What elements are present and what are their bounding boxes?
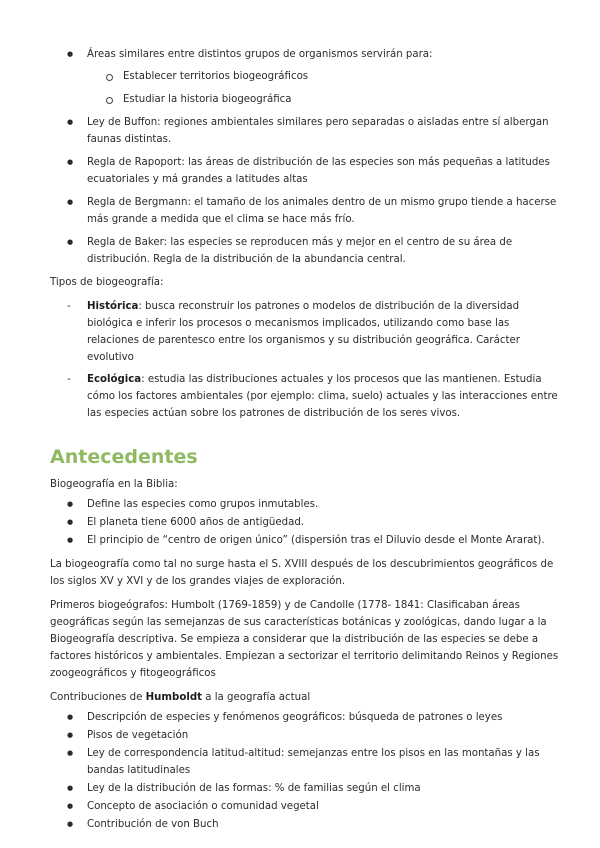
list-item: ● Concepto de asociación o comunidad vegetal [50,798,562,815]
contrib-intro [50,689,562,706]
list-item: ● El principio de “centro de origen único” (dispersión tras el Diluvio desde el Monte Ararat). [50,532,562,549]
list-item: ● Ley de correspondencia latitud-altitud: semejanzas entre los pisos en las montañas y las bandas latitudinales [50,745,562,779]
tipos-intro: Tipos de biogeografía: [50,277,164,288]
paragraph: La biogeografía como tal no surge hasta el S. XVIII después de los descubrimientos geográficos de los siglos XV y XVI y de los grandes viajes de exploración. [50,559,554,587]
contrib-list [50,709,562,833]
contrib-post: a la geografía actual [202,692,311,703]
antecedentes-heading: Antecedentes [50,446,198,468]
list-item: ● Contribución de von Buch [50,816,562,833]
biblia-intro: Biogeografía en la Biblia: [50,479,178,490]
list-item: ● Regla de Baker: las especies se reproducen más y mejor en el centro de su área de distribución. Regla de la distribución de la abundancia central. [50,234,562,268]
term-historica: Histórica [87,301,139,312]
list-item [50,46,562,108]
list-item: ● Ley de la distribución de las formas: % de familias según el clima [50,780,562,797]
contrib-name: Humboldt [145,692,202,703]
list-item: ● Define las especies como grupos inmutables. [50,496,562,513]
list-item: ● El planeta tiene 6000 años de antigüedad. [50,514,562,531]
biblia-list [50,496,562,549]
top-bullet-list [50,46,562,268]
list-item: ● Regla de Bergmann: el tamaño de los animales dentro de un mismo grupo tiende a hacerse más grande a medida que el clima se hace más frío. [50,194,562,228]
list-item: ● Pisos de vegetación [50,727,562,744]
list-item: ● Regla de Rapoport: las áreas de distribución de las especies son más pequeñas a latitudes ecuatoriales y má grandes a latitudes altas [50,154,562,188]
paragraph: Primeros biogeógrafos: Humbolt (1769-1859) y de Candolle (1778- 1841: Clasificaban áreas geográficas según las semejanzas de sus características botánicas y zoológicas, dando lugar a la Biogeografía descriptiva. Se empieza a considerar que la distribución de las especies se debe a factores históricos y ambientales. Empiezan a sectorizar el territorio delimitando Reinos y Regiones zoogeográficos y fitogeográficos [50,600,559,679]
list-item: ● Ley de Buffon: regiones ambientales similares pero separadas o aisladas entre sí albergan faunas distintas. [50,114,562,148]
historica-text: : busca reconstruir los patrones o modelos de distribución de la diversidad biológica e inferir los procesos o mecanismos implicados, utilizando como base las relaciones de parentesco entre los organismos y su distribución geográfica. Carácter evolutivo [87,301,520,363]
term-ecologica: Ecológica [87,374,142,385]
sub-list-item: Establecer territorios biogeográficos [87,68,562,85]
list-item: ● Descripción de especies y fenómenos geográficos: búsqueda de patrones o leyes [50,709,562,726]
sub-list-item: Estudiar la historia biogeográfica [87,91,562,108]
list-item-text: Áreas similares entre distintos grupos de organismos servirán para: [87,49,433,60]
ecologica-text: : estudia las distribuciones actuales y los procesos que las mantienen. Estudia cómo los factores ambientales (por ejemplo: clima, suelo) actuales y las interacciones entre las especies actúan sobre los patrones de distribución de los seres vivos. [87,374,558,419]
tipo-historica [50,298,562,366]
contrib-pre: Contribuciones de [50,692,146,703]
sub-bullet-list [87,68,562,108]
tipos-list [50,298,562,422]
tipo-ecologica [50,371,562,422]
